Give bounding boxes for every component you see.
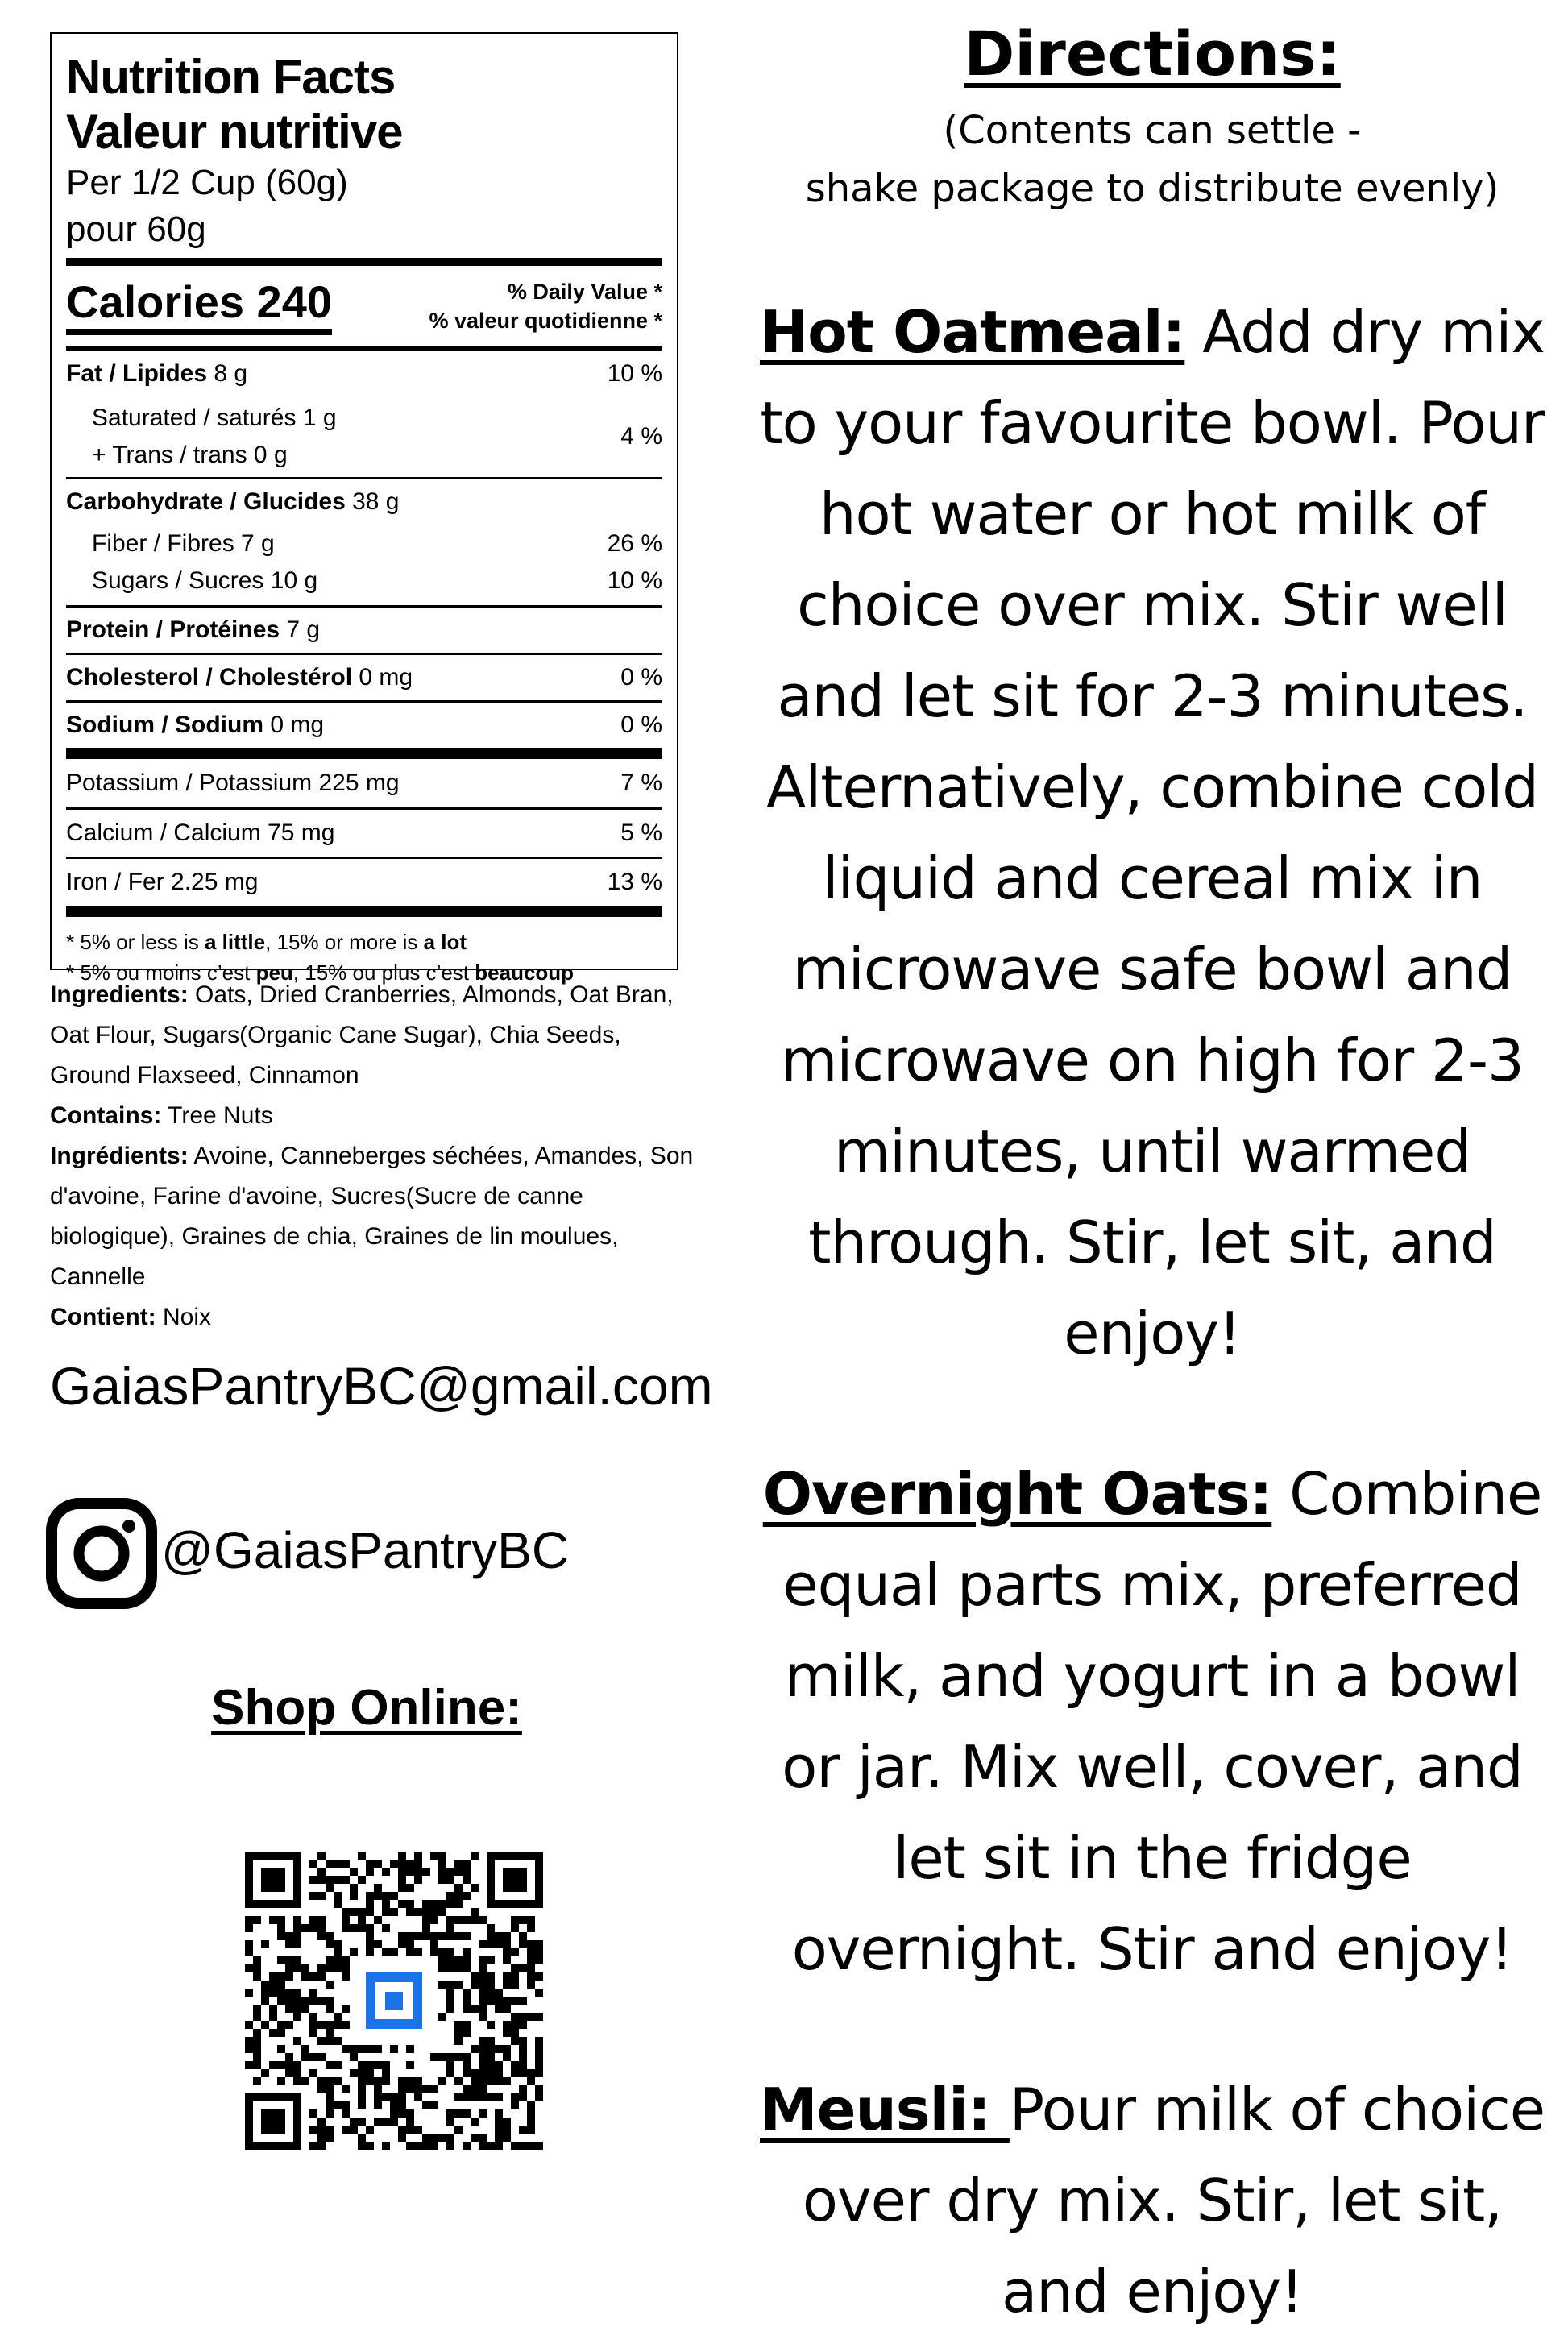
serving-size-fr: pour 60g bbox=[66, 209, 206, 249]
sugars-percent: 10 % bbox=[607, 567, 662, 594]
serving-size-en: Per 1/2 Cup (60g) bbox=[66, 163, 348, 202]
saturated-trans-percent: 4 % bbox=[620, 423, 662, 450]
hot-oatmeal-text: Add dry mix to your favourite bowl. Pour hot water or hot milk of choice over mix. Stir well and let sit for 2-3 minutes. Alternatively, combine cold liquid and cereal mix in microwave safe bowl and microwave on high for 2-3 minutes, until warmed through. Stir, let sit, and enjoy! bbox=[760, 298, 1545, 1367]
ingredients-en-text: Oats, Dried Cranberries, Almonds, Oat Bran, Oat Flour, Sugars(Organic Cane Sugar), Chia Seeds, Ground Flaxseed, Cinnamon bbox=[50, 981, 674, 1089]
calories-label: Calories 240 bbox=[66, 277, 332, 335]
sugars-line: Sugars / Sucres 10 g bbox=[92, 567, 318, 594]
note-line-2: shake package to distribute evenly) bbox=[805, 166, 1500, 211]
potassium-row bbox=[66, 759, 662, 807]
iron-line: Iron / Fer 2.25 mg bbox=[66, 869, 259, 895]
ingredients-en-label: Ingredients: bbox=[50, 981, 189, 1008]
fiber-percent: 26 % bbox=[607, 530, 662, 557]
potassium-percent: 7 % bbox=[620, 769, 662, 796]
overnight-oats-heading: Overnight Oats: bbox=[762, 1460, 1272, 1528]
footnote-text: * 5% ou moins c’est bbox=[66, 960, 256, 985]
shop-online-heading: Shop Online: bbox=[211, 1680, 522, 1736]
ingredients-fr-label: Ingrédients: bbox=[50, 1143, 189, 1169]
daily-value-header bbox=[429, 277, 662, 335]
footnote-en bbox=[66, 927, 662, 957]
nutrition-facts-panel bbox=[50, 32, 678, 985]
overnight-oats-instructions bbox=[749, 1449, 1555, 1995]
carb-label: Carbohydrate / Glucides bbox=[66, 488, 346, 515]
iron-percent: 13 % bbox=[607, 869, 662, 895]
fiber-line: Fiber / Fibres 7 g bbox=[92, 530, 275, 557]
fat-percent: 10 % bbox=[607, 360, 662, 387]
contient-fr bbox=[50, 1297, 695, 1338]
daily-value-fr: % valeur quotidienne * bbox=[429, 309, 662, 333]
protein-label: Protein / Protéines bbox=[66, 616, 280, 643]
contient-text: Noix bbox=[156, 1304, 211, 1330]
potassium-line: Potassium / Potassium 225 mg bbox=[66, 769, 400, 796]
trans-line: + Trans / trans 0 g bbox=[92, 442, 288, 468]
directions-title: Directions: bbox=[964, 18, 1341, 89]
saturated-trans-row bbox=[66, 396, 662, 477]
meusli-instructions bbox=[749, 2064, 1555, 2337]
ingredients-en bbox=[50, 975, 695, 1096]
calcium-row bbox=[66, 810, 662, 857]
footnote-text: * 5% or less is bbox=[66, 930, 205, 954]
sugars-row bbox=[66, 563, 662, 599]
cholesterol-percent: 0 % bbox=[620, 664, 662, 691]
divider bbox=[66, 906, 662, 917]
cholesterol-amount: 0 mg bbox=[352, 664, 413, 691]
carbohydrate-row bbox=[66, 479, 662, 525]
instagram-handle[interactable]: @GaiasPantryBC bbox=[161, 1521, 570, 1579]
iron-row bbox=[66, 859, 662, 906]
protein-amount: 7 g bbox=[280, 616, 321, 643]
qr-code[interactable] bbox=[245, 1852, 543, 2150]
calcium-percent: 5 % bbox=[620, 819, 662, 846]
footnote-text: , 15% ou plus c’est bbox=[292, 960, 475, 985]
divider bbox=[66, 748, 662, 759]
ingredients-fr bbox=[50, 1136, 695, 1297]
meusli-text: Pour milk of choice over dry mix. Stir, let sit, and enjoy! bbox=[802, 2076, 1545, 2325]
footnote-text: , 15% or more is bbox=[265, 930, 424, 954]
fiber-row bbox=[66, 525, 662, 563]
sodium-percent: 0 % bbox=[620, 711, 662, 738]
note-line-1: (Contents can settle - bbox=[943, 108, 1362, 153]
directions-note bbox=[749, 102, 1555, 218]
meusli-heading: Meusli: bbox=[759, 2076, 1010, 2143]
hot-oatmeal-heading: Hot Oatmeal: bbox=[759, 298, 1185, 366]
sodium-label: Sodium / Sodium bbox=[66, 711, 263, 738]
hot-oatmeal-instructions bbox=[749, 287, 1555, 1379]
saturated-line: Saturated / saturés 1 g bbox=[92, 404, 337, 431]
fat-row bbox=[66, 351, 662, 396]
fat-label: Fat / Lipides bbox=[66, 360, 208, 387]
contains-en bbox=[50, 1096, 695, 1136]
sodium-amount: 0 mg bbox=[263, 711, 325, 738]
calories-row bbox=[66, 266, 662, 346]
nutrition-title-fr: Valeur nutritive bbox=[66, 105, 403, 159]
protein-row bbox=[66, 608, 662, 653]
contains-label: Contains: bbox=[50, 1102, 162, 1129]
contact-email[interactable]: GaiasPantryBC@gmail.com bbox=[50, 1356, 713, 1416]
contains-text: Tree Nuts bbox=[161, 1102, 273, 1129]
nutrition-title-en: Nutrition Facts bbox=[66, 50, 396, 104]
footnote-emphasis: a little bbox=[204, 930, 266, 954]
daily-value-en: % Daily Value * bbox=[507, 280, 662, 304]
ingredients-block bbox=[50, 975, 695, 1338]
fat-amount: 8 g bbox=[207, 360, 248, 387]
footnote-emphasis: beaucoup bbox=[475, 960, 575, 985]
overnight-oats-text: Combine equal parts mix, preferred milk, and yogurt in a bowl or jar. Mix well, cover, and let sit in the fridge overnight. Stir and enjoy! bbox=[782, 1460, 1542, 1983]
ingredients-fr-text: Avoine, Canneberges séchées, Amandes, Son d'avoine, Farine d'avoine, Sucres(Sucre de canne biologique), Graines de chia, Graines de lin moulues, Cannelle bbox=[50, 1143, 694, 1290]
divider bbox=[66, 258, 662, 266]
calcium-line: Calcium / Calcium 75 mg bbox=[66, 819, 335, 846]
cholesterol-label: Cholesterol / Cholestérol bbox=[66, 664, 353, 691]
contient-label: Contient: bbox=[50, 1304, 156, 1330]
carb-amount: 38 g bbox=[345, 488, 400, 515]
sodium-row bbox=[66, 703, 662, 748]
instagram-icon[interactable] bbox=[45, 1497, 158, 1610]
footnote-emphasis: peu bbox=[255, 960, 293, 985]
footnote-emphasis: a lot bbox=[423, 930, 467, 954]
cholesterol-row bbox=[66, 655, 662, 700]
